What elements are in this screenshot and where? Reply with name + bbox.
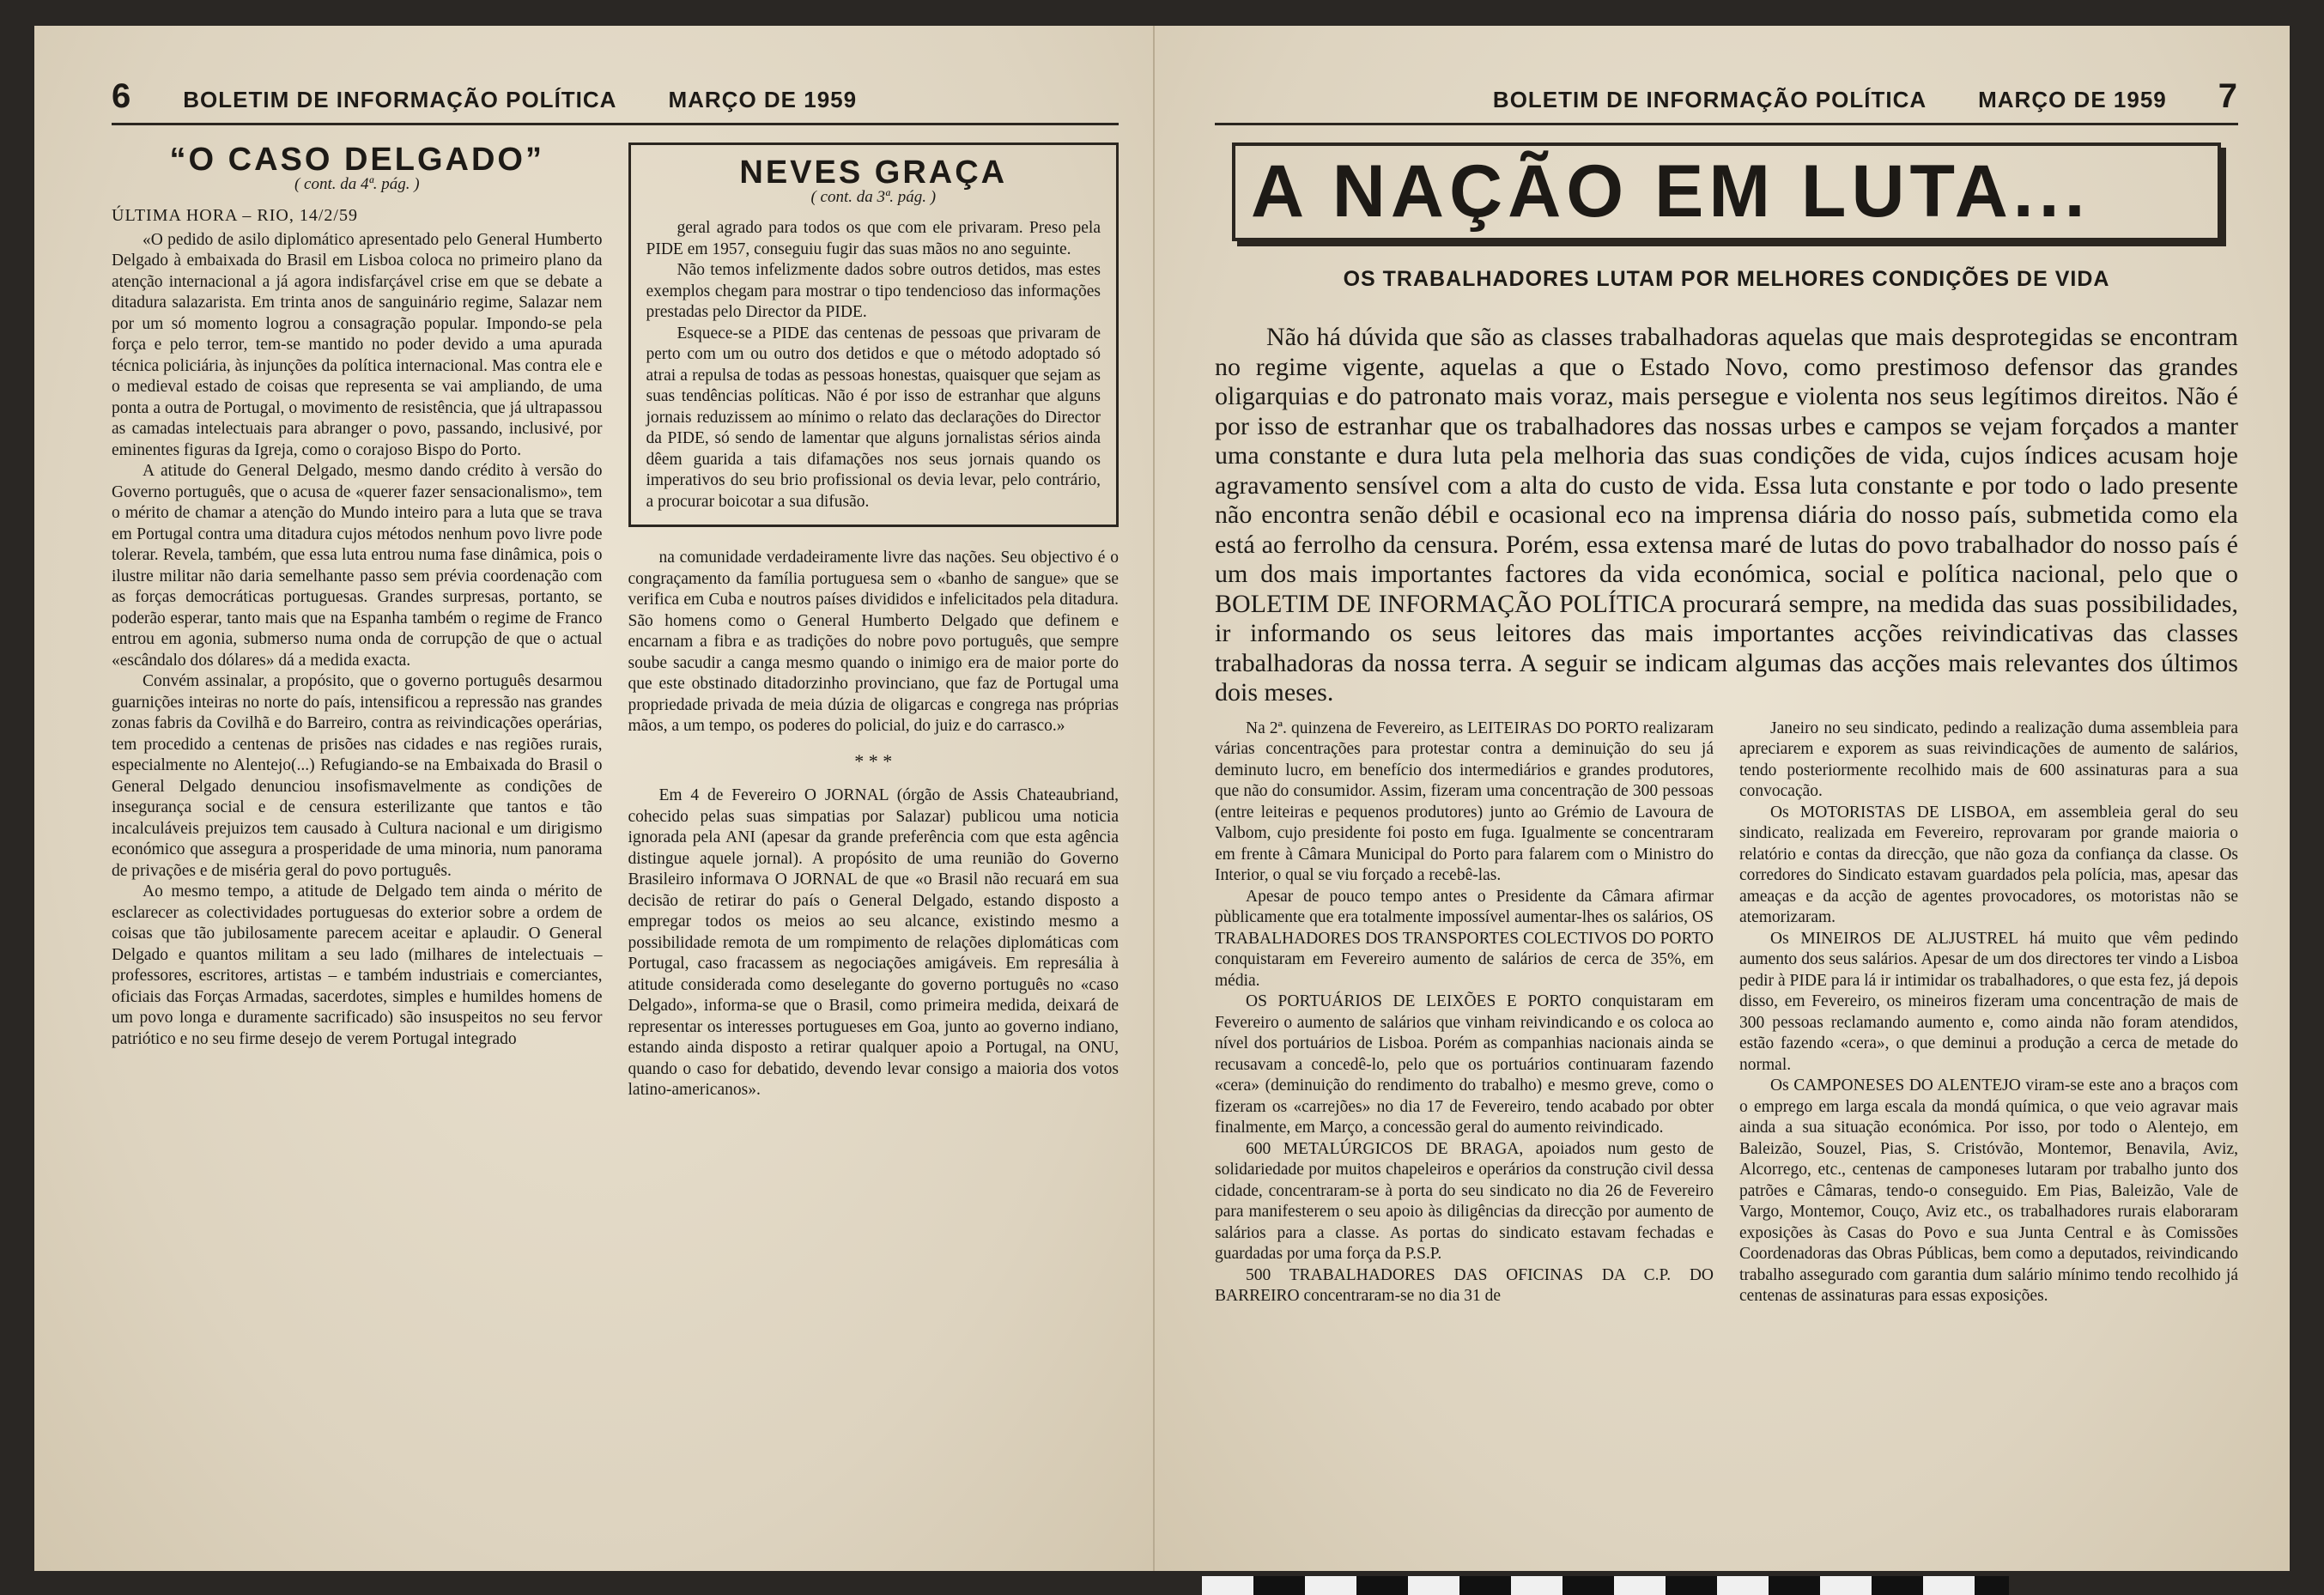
lead-paragraph <box>1215 323 2238 708</box>
article-title-neves-graca: NEVES GRAÇA <box>739 155 1008 191</box>
newspaper-spread <box>34 26 2290 1571</box>
issue-date: MARÇO DE 1959 <box>668 87 858 112</box>
paragraph: Os MOTORISTAS DE LISBOA, em assembleia geral do seu sindicato, realizada em Fevereiro, reprovaram por grande maioria o relatório e contas da direcção, que não goza da confiança da classe. Os corredores do Sindicato estavam guardados pela polícia, mas, apesar das ameaças e da acção de agentes provocadores, os motoristas não se atemorizaram. <box>1739 803 2238 926</box>
column-caso-delgado <box>112 143 603 1101</box>
paragraph: Convém assinalar, a propósito, que o governo português desarmou guarnições inteiras no norte do país, intensificou a repressão nas grandes zonas fabris da Covilhã e do Barreiro, contra as reivindicações operárias, tem procedido a centenas de prisões nas cidades e nas regiões rurais, especialmente no Alentejo(...) Refugiando-se na Embaixada do Brasil o General Delgado denunciou insofismavelmente as condições de insegurança social e de censura esterilizante que tantos e tão incalculáveis prejuizos tem causado à Cultura nacional e um dirigismo económico que assegura a prosperidade de uma minoria, num panorama de privações e de miséria geral do povo português. <box>112 672 603 880</box>
paragraph: Janeiro no seu sindicato, pedindo a realização duma assembleia para apreciarem e exporem as suas reivindicações de aumento de salários, tendo posteriormente recolhido mais de 600 assinaturas para a sua convocação. <box>1739 719 2238 800</box>
boxed-article-neves-graca <box>628 143 1120 527</box>
right-columns <box>1215 719 2238 1307</box>
issue-date: MARÇO DE 1959 <box>1978 87 2167 112</box>
section-banner: A NAÇÃO EM LUTA... <box>1232 143 2221 241</box>
paragraph: Na 2ª. quinzena de Fevereiro, as LEITEIRAS DO PORTO realizaram várias concentrações para protestar contra a deminuição do seu já deminuto lucro, em benefício dos intermediários e grandes produtores, que não do consumidor. Assim, fizeram uma concentração de 300 pessoas (entre leiteiras e pequenos produtores) junto ao Grémio de Lavoura de Valbom, cujo presidente foi posto em fuga. Igualmente se concentraram em frente à Câmara Municipal do Porto para falarem com o Ministro do Interior, o qual se viu forçado a recebê-las. <box>1215 719 1714 884</box>
paragraph: A atitude do General Delgado, mesmo dando crédito à versão do Governo português, que o acusa de «querer fazer sensacionalismo», tem o mérito de chamar a atenção do Mundo inteiro para a luta que se trava em Portugal contra uma ditadura cujos métodos nenhum povo livre pode tolerar. Revela, também, que essa luta entrou numa fase dinâmica, pois o ilustre militar não daria semelhante passo sem prévia coordenação com as forças democráticas portuguesas. Grandes surpresas, portanto, se poderão esperar, tanto mais que na Espanha também o regime de Franco entrou em agonia, submerso numa onda de corrupção de que o actual «escândalo dos dólares» dá a medida exacta. <box>112 462 603 670</box>
paragraph: 500 TRABALHADORES DAS OFICINAS DA C.P. DO BARREIRO concentraram-se no dia 31 de <box>1215 1265 1714 1305</box>
paragraph: Em 4 de Fevereiro O JORNAL (órgão de Assis Chateaubriand, cohecido pelas suas simpatias por Salazar) publicou uma noticia ignorada pela ANI (apesar da grande preferência com que esta agência distingue aquele jornal). A propósito de uma reunião do Governo Brasileiro informava O JORNAL de que «o Brasil não recuará em sua decisão de retirar do país o General Delgado, estando disposto a empregar todos os meios ao seu alcance, existindo mesmo a possibilidade remota de um rompimento de relações diplomáticas com Portugal, caso fracassem as negociações amigáveis. Em represália à atitude considerada como deselegante do governo português no «caso Delgado», informa-se que o Brasil, como primeira medida, deixará de representar os interesses portugueses em Goa, junto ao governo indiano, estando ainda disposto a retirar qualquer apoio a Portugal, na ONU, quando o caso for debatido, devendo levar consigo a maioria dos votos latino-americanos». <box>628 786 1119 1099</box>
paragraph: Não há dúvida que são as classes trabalhadoras aquelas que mais desprotegidas se encontram no regime vigente, aquelas a que o Estado Novo, como prestimoso defensor das grandes oligarquias e do patronato mais voraz, mais persegue e violenta nos seus legítimos direitos. Não é por isso de estranhar que os trabalhadores das nossas urbes e campos se vejam forçados a manter uma constante e dura luta pela melhoria das suas condições de vida, cujos índices acusam hoje agravamento sensível com a alta do custo de vida. Essa luta constante e por todo o lado presente não encontra senão débil e ocasional eco na imprensa diária do nosso país, submetida como ela está ao ferrolho da censura. Porém, essa extensa maré de lutas do povo trabalhador do nosso país é um dos mais importantes factores da vida económica, social e política nacional, pelo que o BOLETIM DE INFORMAÇÃO POLÍTICA procurará sempre, na medida das suas possibilidades, ir informando os seus leitores das mais importantes acções reivindicativas das classes trabalhadoras da nossa terra. A seguir se indicam algumas das acções mais relevantes dos últimos dois meses. <box>1215 323 2238 707</box>
article-title-caso-delgado: “O CASO DELGADO” <box>169 142 544 178</box>
column-neves-graca <box>628 143 1120 1101</box>
paragraph: Não temos infelizmente dados sobre outros detidos, mas estes exemplos chegam para mostrar o tipo tendencioso das informações prestadas pelo Director da PIDE. <box>646 261 1101 321</box>
paragraph: Apesar de pouco tempo antes o Presidente da Câmara afirmar pùblicamente que era totalmente impossível aumentar-lhes os salários, OS TRABALHADORES DOS TRANSPORTES COLECTIVOS DO PORTO conquistaram em Fevereiro aumento de salários de cerca de 35%, em média. <box>1215 887 1714 990</box>
page-number: 6 <box>112 77 132 115</box>
page-6 <box>34 26 1155 1571</box>
page-number: 7 <box>2218 77 2238 115</box>
article-subhead: OS TRABALHADORES LUTAM POR MELHORES CONDIÇÕES DE VIDA <box>1343 267 2110 291</box>
paragraph: «O pedido de asilo diplomático apresentado pelo General Humberto Delgado à embaixada do Brasil em Lisboa coloca no primeiro plano da atenção internacional a já agora indisfarçável crise em que se debate a ditadura salazarista. Em trinta anos de sanguinário regime, Salazar nem por um só momento logrou a consagração popular. Impondo-se pela força e pelo terror, tem-se mantido no poder devido a uma apurada técnica policiária, às injunções da política internacional. Mas contra ele e o medieval estado de coisas que representa se vai ampliando, de uma ponta a outra de Portugal, o movimento de resistência, que já ultrapassou as camadas intelectuais para abranger o povo, passando, inclusivé, por eminentes figuras da Igreja, como o corajoso Bispo do Porto. <box>112 230 603 459</box>
dateline: ÚLTIMA HORA – RIO, 14/2/59 <box>112 206 358 225</box>
column-right-right-page <box>1739 719 2238 1307</box>
publication-title: BOLETIM DE INFORMAÇÃO POLÍTICA <box>1492 87 1927 112</box>
publication-title: BOLETIM DE INFORMAÇÃO POLÍTICA <box>183 87 617 112</box>
continuation-note: ( cont. da 4ª. pág. ) <box>294 174 420 193</box>
left-columns <box>112 143 1119 1101</box>
running-head-left <box>112 77 1119 125</box>
column-left-right-page <box>1215 719 1714 1307</box>
continuation-note: ( cont. da 3ª. pág. ) <box>810 187 937 206</box>
page-7 <box>1155 26 2290 1571</box>
paragraph: OS PORTUÁRIOS DE LEIXÕES E PORTO conquistaram em Fevereiro o aumento de salários que vinham reivindicando e os coloca ao nível dos portuários de Lisboa. Porém as companhias nacionais ainda se recusavam a concedê-lo, pelo que os portuários continuaram fazendo «cera» (deminuição do rendimento do trabalho) e mesmo greve, como o fizeram os «carrejões» no dia 17 de Fevereiro, tendo acabado por obter finalmente, em Março, a concessão geral do aumento reivindicado. <box>1215 992 1714 1137</box>
paragraph: Esquece-se a PIDE das centenas de pessoas que privaram de perto com um ou outro dos detidos e que o método adoptado só atrai a repulsa de todas as pessoas honestas, quaisquer que sejam as suas tendências políticas. Não é por isso de estranhar que alguns jornais reduzissem ao mínimo o relato das declarações do Director da PIDE, só sendo de lamentar que alguns jornalistas sérios ainda dêem guarida a tais difamações nos seus jornais quando os imperativos do seu brio profissional os devia levar, pelo contrário, a procurar boicotar a sua difusão. <box>646 324 1101 511</box>
paragraph: geral agrado para todos os que com ele privaram. Preso pela PIDE em 1957, conseguiu fugir das suas mãos no ano seguinte. <box>646 219 1101 258</box>
paragraph: 600 METALÚRGICOS DE BRAGA, apoiados num gesto de solidariedade por muitos chapeleiros e operários da construção civil dessa cidade, concentraram-se à porta do seu sindicato no dia 26 de Fevereiro para manifesterem o seu apoio às diligências da direcção por aumento de salários para a classe. As portas do sindicato estavam fechadas e guardadas por uma força da P.S.P. <box>1215 1139 1714 1263</box>
running-head-right <box>1215 77 2238 125</box>
paragraph: Ao mesmo tempo, a atitude de Delgado tem ainda o mérito de esclarecer as colectividades portuguesas do exterior sobre a ordem de coisas que tão jubilosamente parecem aceitar e aplaudir. O General Delgado e quantos militam a seu lado (milhares de intelectuais – professores, escritores, artistas – e também industriais e comerciantes, oficiais das Forças Armadas, sacerdotes, simples e humildes homens de um povo longa e duramente sacrificado) são insuspeitos no seu fervor patriótico e no seu firme desejo de verem Portugal integrado <box>112 882 603 1048</box>
paragraph: na comunidade verdadeiramente livre das nações. Seu objectivo é o congraçamento da família portuguesa sem o «banho de sangue» que se verifica em Cuba e noutros países divididos e infelicitados pela ditadura. São homens como o General Humberto Delgado que definem e encarnam a fibra e as tradições do nobre povo português, que sempre soube sacudir a canga mesmo quando o inimigo era de maior porte do que este obstinado ditadorzinho provinciano, que faz de Portugal uma propriedade privada de meia dúzia de oligarcas e congrega nas próprias mãos, a um tempo, os poderes do policial, do juiz e do carrasco.» <box>628 549 1119 735</box>
paragraph: Os CAMPONESES DO ALENTEJO viram-se este ano a braços com o emprego em larga escala da mondá química, o que veio agravar mais ainda a sua situação económica. Por isso, por todo o Alentejo, em Baleizão, Souzel, Pias, S. Cristóvão, Montemor, Benavila, Aviz, Alcorrego, etc., centenas de camponeses lutaram por trabalho junto dos patrões e Câmaras, tendo-o conseguido. Em Pias, Baleizão, Vale de Vargo, Montemor, Couço, Aviz etc., os trabalhadores rurais elaboraram exposições às Casas do Povo e sua Junta Central e às Comissões Coordenadoras das Obras Públicas, bem como a deputados, reivindicando trabalho assegurado com garantia dum salário mínimo tendo recolhido já centenas de assinaturas para essas exposições. <box>1739 1076 2238 1305</box>
scale-ruler <box>1202 1576 2009 1595</box>
paragraph: Os MINEIROS DE ALJUSTREL há muito que vêm pedindo aumento dos seus salários. Apesar de um dos directores ter vindo a Lisboa pedir à PIDE para lá ir intimidar os trabalhadores, o que esta fez, já depois disso, em Fevereiro, os mineiros fizeram uma concentração de mais de 300 pessoas reclamando aumento e, como ainda não foram atendidos, estão fazendo «cera», o que deminui a produção a cerca de metade do normal. <box>1739 929 2238 1074</box>
section-separator: * * * <box>854 749 893 772</box>
